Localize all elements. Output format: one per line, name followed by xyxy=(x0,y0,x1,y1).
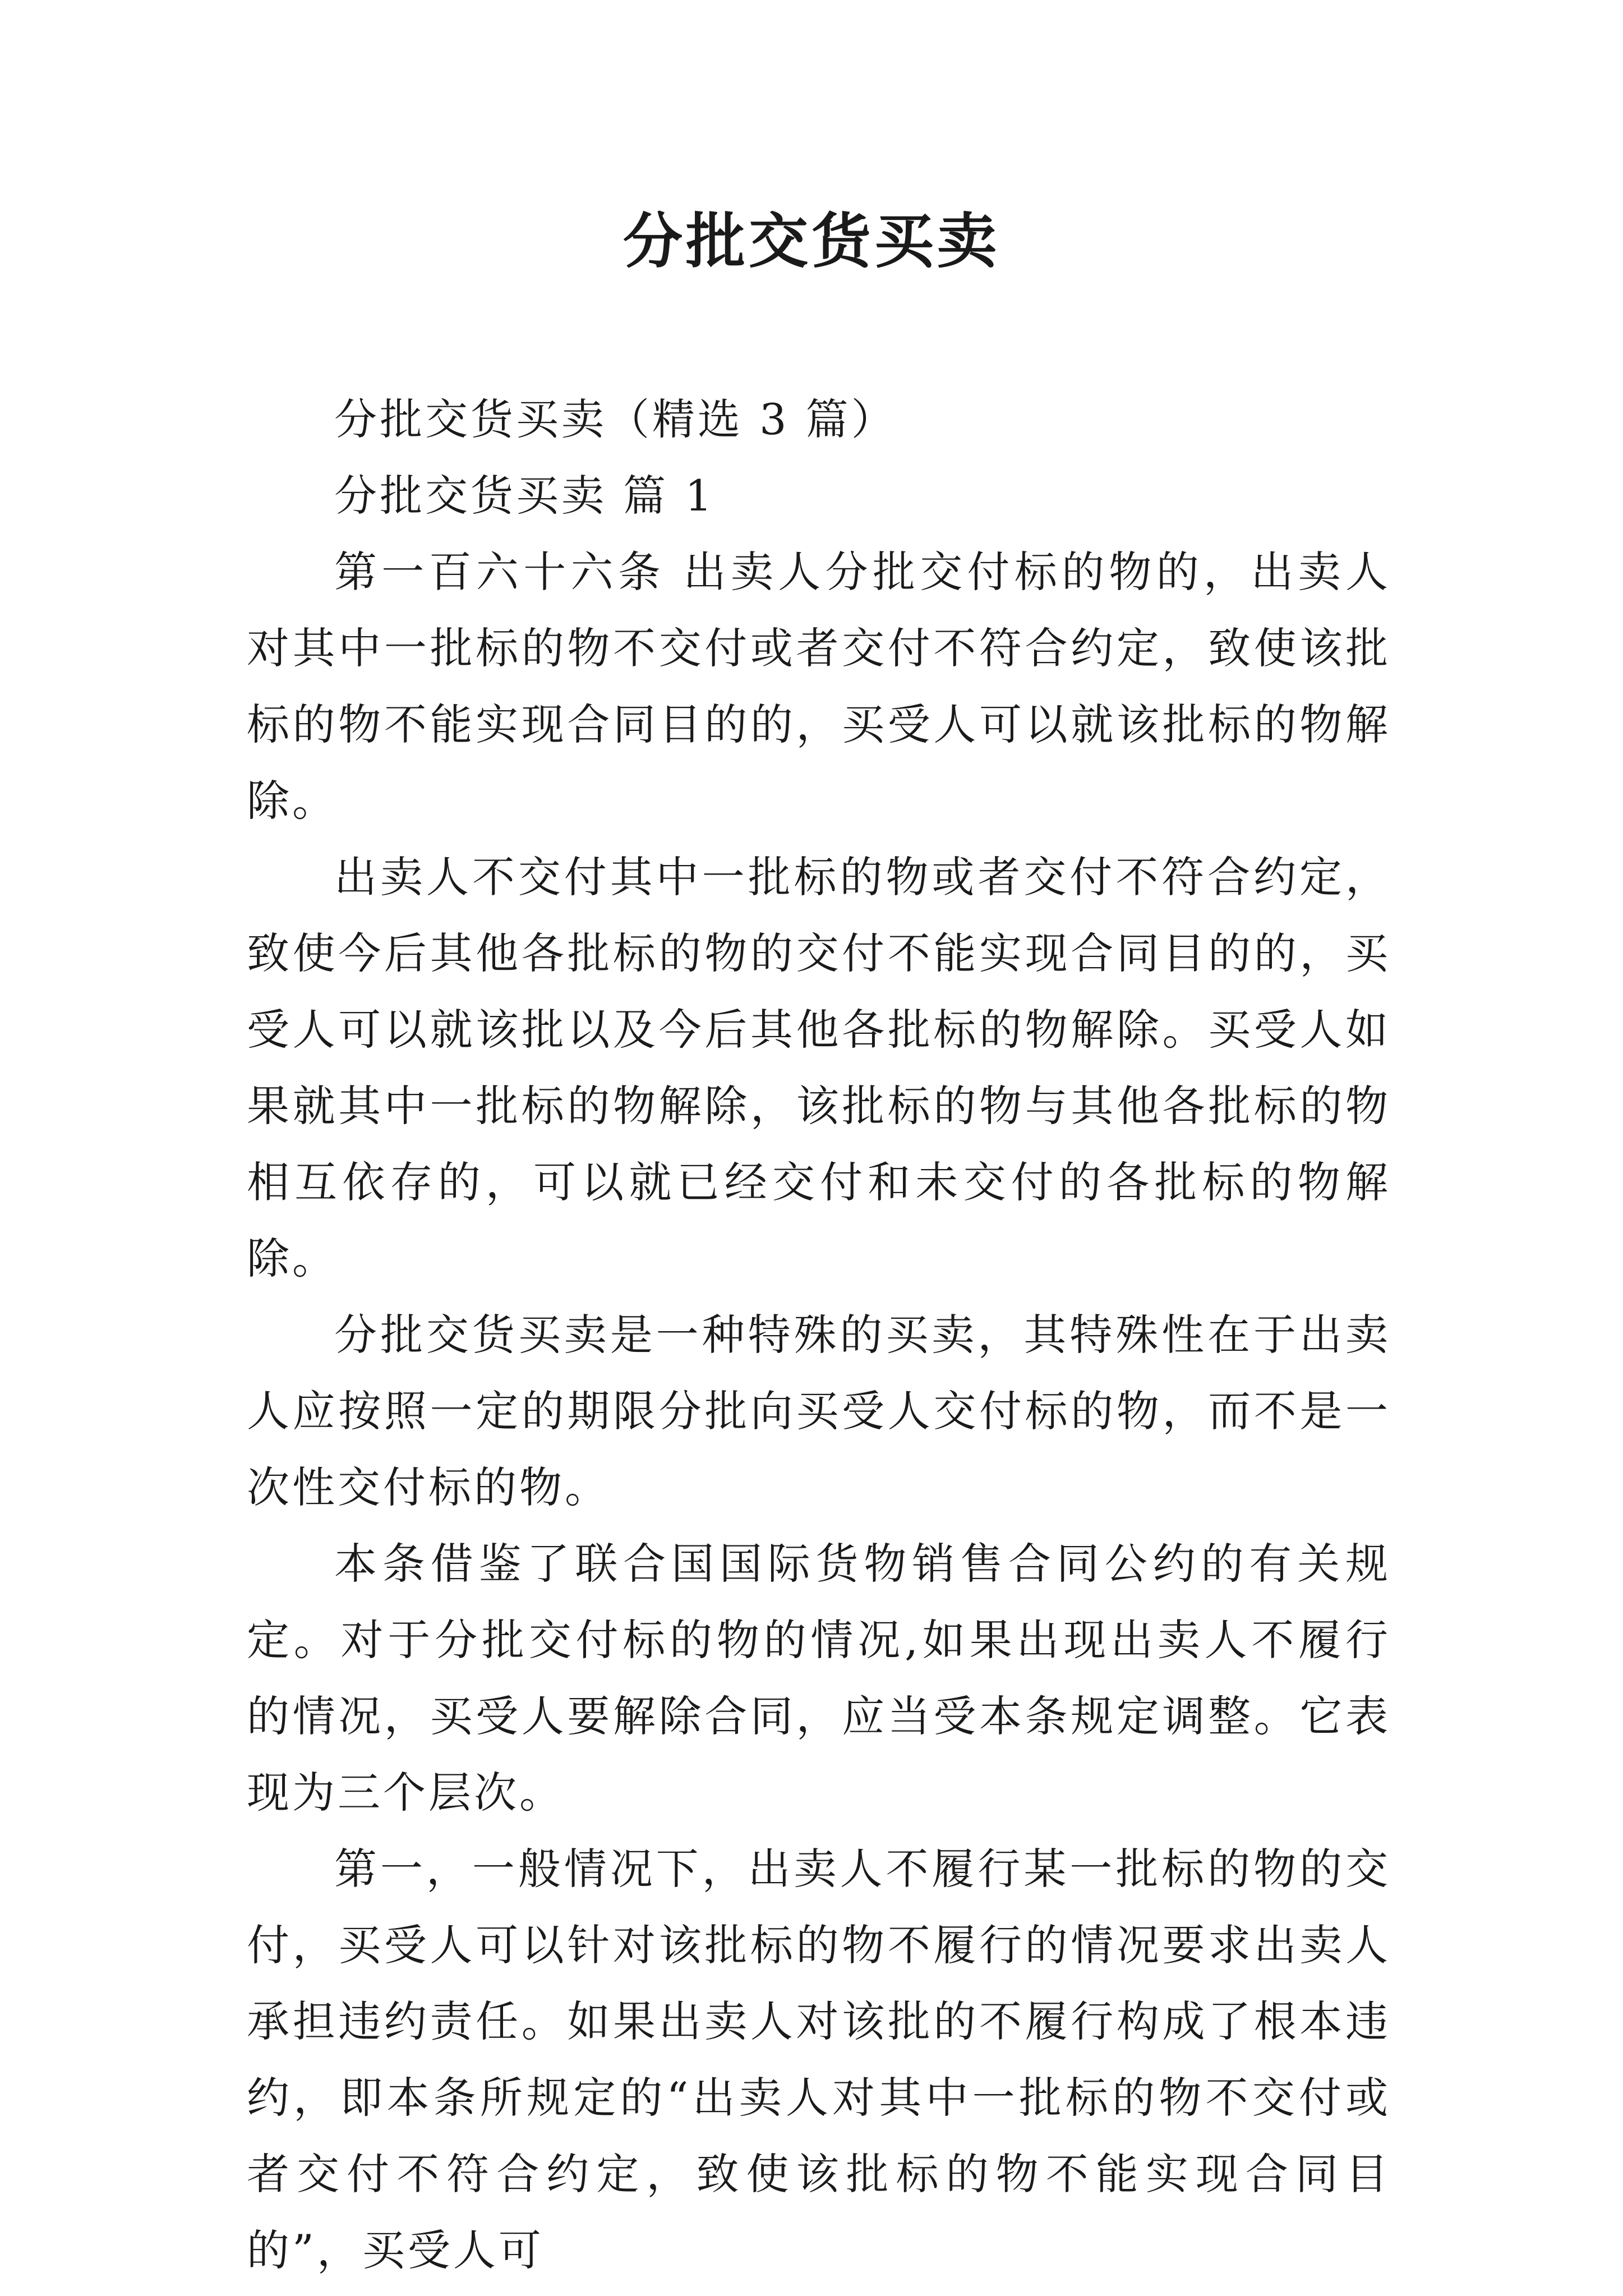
paragraph: 出卖人不交付其中一批标的物或者交付不符合约定，致使今后其他各批标的物的交付不能实现合同目的的，买受人可以就该批以及今后其他各批标的物解除。买受人如果就其中一批标的物解除，该批标的物与其他各批标的物相互依存的，可以就已经交付和未交付的各批标的物解除。 xyxy=(247,852,1391,1283)
paragraph: 第一百六十六条 出卖人分批交付标的物的，出卖人对其中一批标的物不交付或者交付不符合约定，致使该批标的物不能实现合同目的的，买受人可以就该批标的物解除。 xyxy=(247,547,1391,826)
document-subtitle: 分批交货买卖（精选 3 篇） xyxy=(334,394,897,444)
section-heading: 分批交货买卖 篇 1 xyxy=(334,471,715,521)
paragraph: 第一，一般情况下，出卖人不履行某一批标的物的交付，买受人可以针对该批标的物不履行的情况要求出卖人承担违约责任。如果出卖人对该批的不履行构成了根本违约，即本条所规定的“出卖人对其中一批标的物不交付或者交付不符合约定，致使该批标的物不能实现合同目的”，买受人可 xyxy=(247,1844,1391,2275)
document-title: 分批交货买卖 xyxy=(623,206,1000,276)
document-body xyxy=(247,381,1391,2289)
paragraph: 本条借鉴了联合国国际货物销售合同公约的有关规定。对于分批交付标的物的情况,如果出现出卖人不履行的情况，买受人要解除合同，应当受本条规定调整。它表现为三个层次。 xyxy=(247,1539,1391,1818)
paragraph: 分批交货买卖是一种特殊的买卖，其特殊性在于出卖人应按照一定的期限分批向买受人交付标的物，而不是一次性交付标的物。 xyxy=(247,1310,1391,1512)
